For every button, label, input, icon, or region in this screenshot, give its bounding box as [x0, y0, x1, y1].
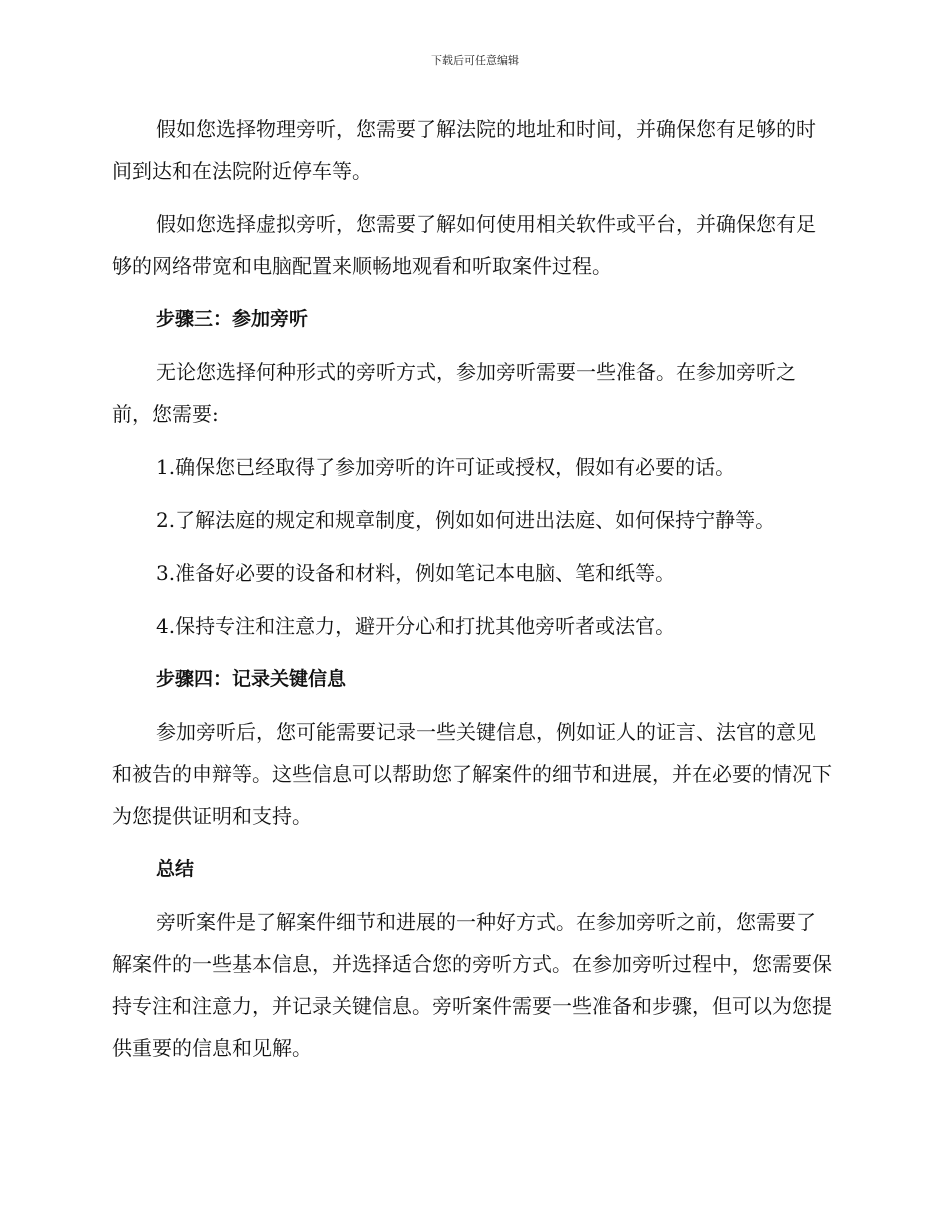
list-item: 2.了解法庭的规定和规章制度，例如如何进出法庭、如何保持宁静等。 [156, 508, 776, 532]
list-item: 3.准备好必要的设备和材料，例如笔记本电脑、笔和纸等。 [156, 561, 676, 585]
paragraph-virtual-attendance: 假如您选择虚拟旁听，您需要了解如何使用相关软件或平台，并确保您有足够的网络带宽和电脑配置来顺畅地观看和听取案件过程。 [112, 212, 816, 278]
document-body [112, 108, 832, 1080]
paragraph-physical-attendance: 假如您选择物理旁听，您需要了解法院的地址和时间，并确保您有足够的时间到达和在法院附近停车等。 [112, 117, 816, 183]
paragraph-step3-intro: 无论您选择何种形式的旁听方式，参加旁听需要一些准备。在参加旁听之前，您需要: [112, 360, 796, 426]
page-header: 下载后可任意编辑 [431, 54, 519, 67]
list-item: 1.确保您已经取得了参加旁听的许可证或授权，假如有必要的话。 [156, 455, 736, 479]
section-heading-step3: 步骤三：参加旁听 [156, 308, 309, 330]
paragraph-step4: 参加旁听后，您可能需要记录一些关键信息，例如证人的证言、法官的意见和被告的申辩等。这些信息可以帮助您了解案件的细节和进展，并在必要的情况下为您提供证明和支持。 [112, 720, 832, 828]
paragraph-summary: 旁听案件是了解案件细节和进展的一种好方式。在参加旁听之前，您需要了解案件的一些基本信息，并选择适合您的旁听方式。在参加旁听过程中，您需要保持专注和注意力，并记录关键信息。旁听案件需要一些准备和步骤，但可以为您提供重要的信息和见解。 [112, 910, 832, 1060]
section-heading-summary: 总结 [156, 858, 195, 880]
section-heading-step4: 步骤四：记录关键信息 [156, 668, 347, 690]
list-item: 4.保持专注和注意力，避开分心和打扰其他旁听者或法官。 [156, 614, 676, 638]
